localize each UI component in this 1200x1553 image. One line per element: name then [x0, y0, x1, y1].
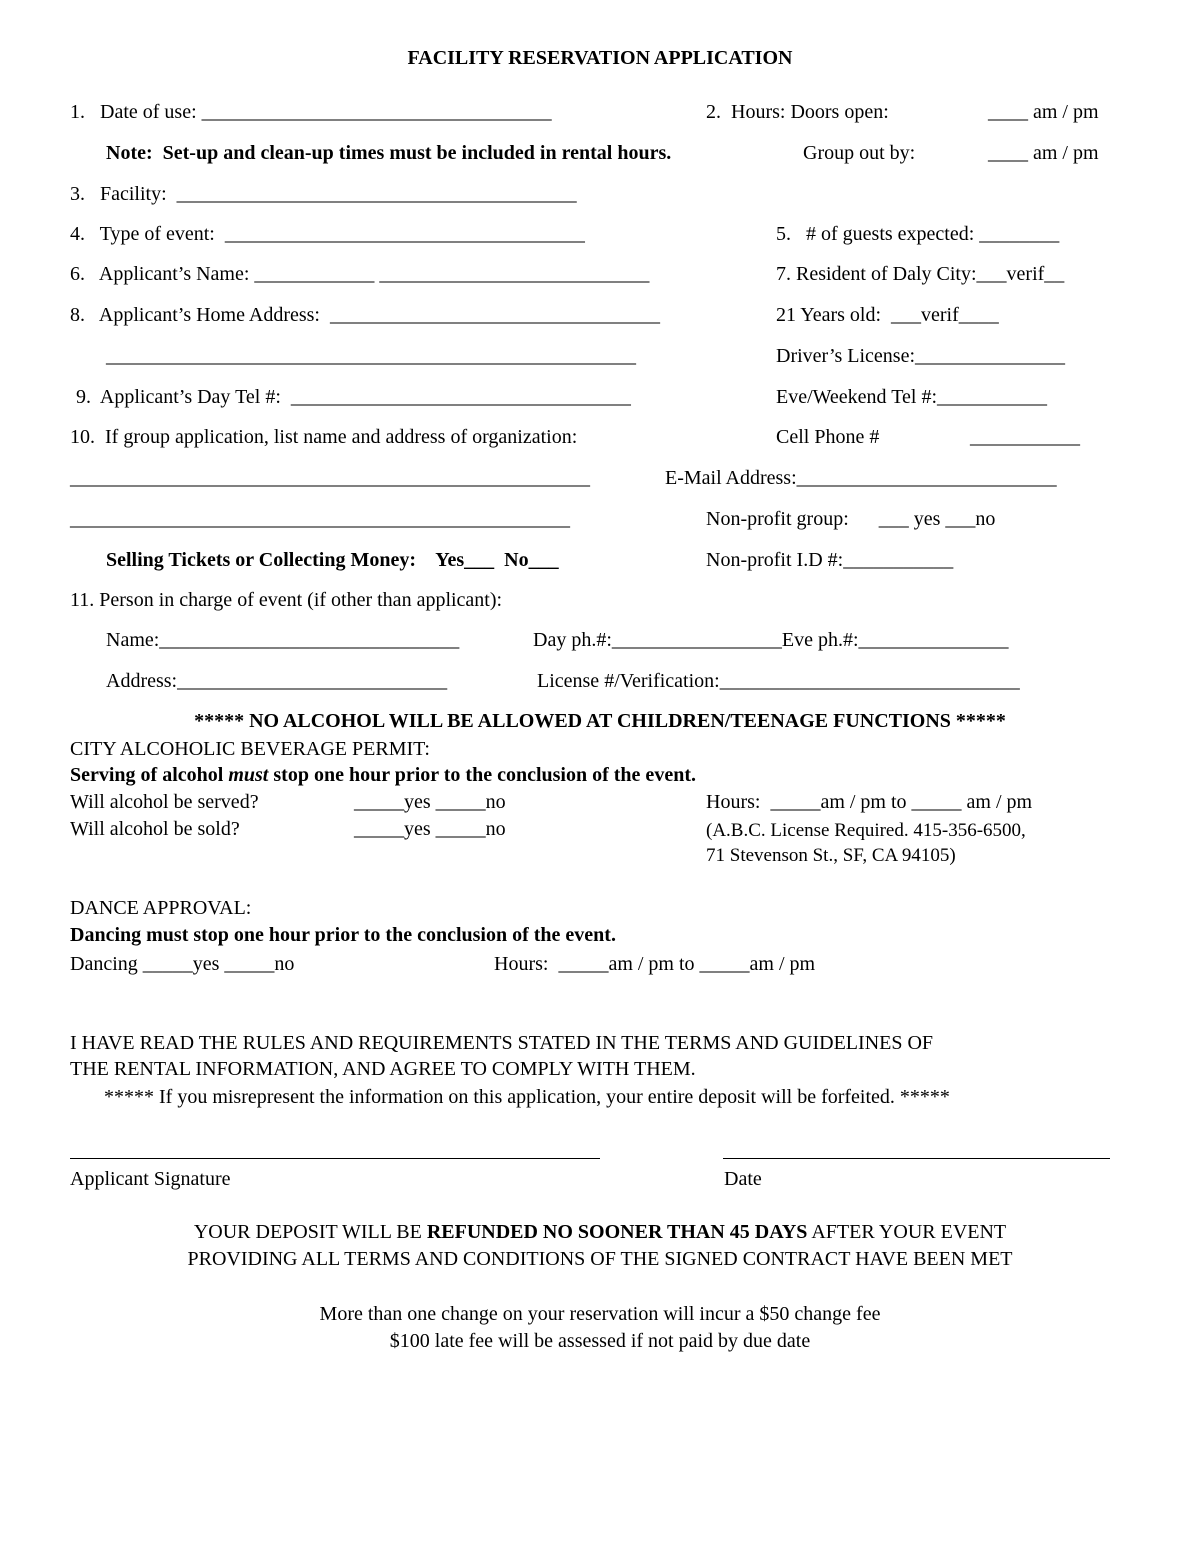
email-field[interactable]: E-Mail Address:__________________________ — [665, 467, 1057, 489]
guests-expected-field[interactable]: 5. # of guests expected: ________ — [776, 223, 1060, 245]
alcohol-served-options[interactable]: _____yes _____no — [354, 791, 506, 813]
cell-phone-field[interactable]: ___________ — [970, 426, 1080, 448]
no-alcohol-notice: ***** NO ALCOHOL WILL BE ALLOWED AT CHILDREN/TEENAGE FUNCTIONS ***** — [194, 710, 1006, 732]
date-of-use-field[interactable]: 1. Date of use: ___________________________________ — [70, 101, 552, 123]
signature-line[interactable] — [70, 1158, 600, 1159]
cell-phone-label: Cell Phone # — [776, 426, 880, 448]
license-verification-field[interactable]: License #/Verification:______________________________ — [537, 670, 1020, 692]
type-of-event-field[interactable]: 4. Type of event: ____________________________________ — [70, 223, 585, 245]
organization-line-1[interactable]: ____________________________________________________ — [70, 467, 590, 489]
alcohol-serving-rule: Serving of alcohol must stop one hour prior to the conclusion of the event. — [70, 764, 696, 786]
abc-address-note: 71 Stevenson St., SF, CA 94105) — [706, 845, 956, 866]
facility-field[interactable]: 3. Facility: ________________________________________ — [70, 183, 577, 205]
dance-approval-heading: DANCE APPROVAL: — [70, 897, 252, 919]
group-out-label: Group out by: — [803, 142, 916, 164]
resident-daly-city-field[interactable]: 7. Resident of Daly City:___verif__ — [776, 263, 1065, 285]
date-label: Date — [724, 1168, 762, 1190]
person-in-charge-label: 11. Person in charge of event (if other than applicant): — [70, 589, 503, 611]
person-phone-fields[interactable]: Day ph.#:_________________Eve ph.#:_______________ — [533, 629, 1009, 651]
alcohol-served-label: Will alcohol be served? — [70, 791, 259, 813]
organization-line-2[interactable]: __________________________________________________ — [70, 508, 570, 530]
person-name-field[interactable]: Name:______________________________ — [106, 629, 460, 651]
person-address-field[interactable]: Address:___________________________ — [106, 670, 448, 692]
deposit-notice-line-1: YOUR DEPOSIT WILL BE REFUNDED NO SOONER THAN 45 DAYS AFTER YOUR EVENT — [193, 1221, 1007, 1243]
alcohol-hours-field[interactable]: Hours: _____am / pm to _____ am / pm — [706, 791, 1033, 813]
doors-open-field[interactable]: ____ am / pm — [988, 101, 1099, 123]
day-tel-field[interactable]: 9. Applicant’s Day Tel #: __________________________________ — [76, 386, 631, 408]
eve-weekend-tel-field[interactable]: Eve/Weekend Tel #:___________ — [776, 386, 1048, 408]
alcohol-permit-heading: CITY ALCOHOLIC BEVERAGE PERMIT: — [70, 738, 430, 760]
nonprofit-group-field[interactable]: Non-profit group: ___ yes ___no — [706, 508, 996, 530]
change-fee-note: More than one change on your reservation will incur a $50 change fee — [319, 1303, 881, 1325]
home-address-field[interactable]: 8. Applicant’s Home Address: _________________________________ — [70, 304, 660, 326]
applicant-name-field[interactable]: 6. Applicant’s Name: ____________ ___________________________ — [70, 263, 650, 285]
alcohol-sold-options[interactable]: _____yes _____no — [354, 818, 506, 840]
agreement-line-2: THE RENTAL INFORMATION, AND AGREE TO COMPLY WITH THEM. — [70, 1058, 696, 1080]
date-line[interactable] — [723, 1158, 1110, 1159]
abc-license-note: (A.B.C. License Required. 415-356-6500, — [706, 820, 1026, 841]
selling-tickets-field[interactable]: Selling Tickets or Collecting Money: Yes___ No___ — [106, 549, 559, 571]
home-address-line2[interactable]: _____________________________________________________ — [106, 345, 636, 367]
page-title: FACILITY RESERVATION APPLICATION — [407, 47, 793, 69]
dancing-options[interactable]: Dancing _____yes _____no — [70, 953, 295, 975]
agreement-line-1: I HAVE READ THE RULES AND REQUIREMENTS STATED IN THE TERMS AND GUIDELINES OF — [70, 1032, 934, 1054]
nonprofit-id-field[interactable]: Non-profit I.D #:___________ — [706, 549, 954, 571]
hours-doors-open-label: 2. Hours: Doors open: — [706, 101, 889, 123]
years-old-field[interactable]: 21 Years old: ___verif____ — [776, 304, 999, 326]
dance-hours-field[interactable]: Hours: _____am / pm to _____am / pm — [494, 953, 816, 975]
late-fee-note: $100 late fee will be assessed if not paid by due date — [389, 1330, 811, 1352]
group-application-label: 10. If group application, list name and address of organization: — [70, 426, 578, 448]
group-out-field[interactable]: ____ am / pm — [988, 142, 1099, 164]
misrepresent-warning: ***** If you misrepresent the information on this application, your entire deposit will be forfeited. ***** — [104, 1086, 950, 1108]
setup-note: Note: Set-up and clean-up times must be included in rental hours. — [106, 142, 672, 164]
deposit-notice-line-2: PROVIDING ALL TERMS AND CONDITIONS OF THE SIGNED CONTRACT HAVE BEEN MET — [187, 1248, 1013, 1270]
drivers-license-field[interactable]: Driver’s License:_______________ — [776, 345, 1066, 367]
applicant-signature-label: Applicant Signature — [70, 1168, 231, 1190]
dance-rule: Dancing must stop one hour prior to the conclusion of the event. — [70, 924, 616, 946]
alcohol-sold-label: Will alcohol be sold? — [70, 818, 240, 840]
